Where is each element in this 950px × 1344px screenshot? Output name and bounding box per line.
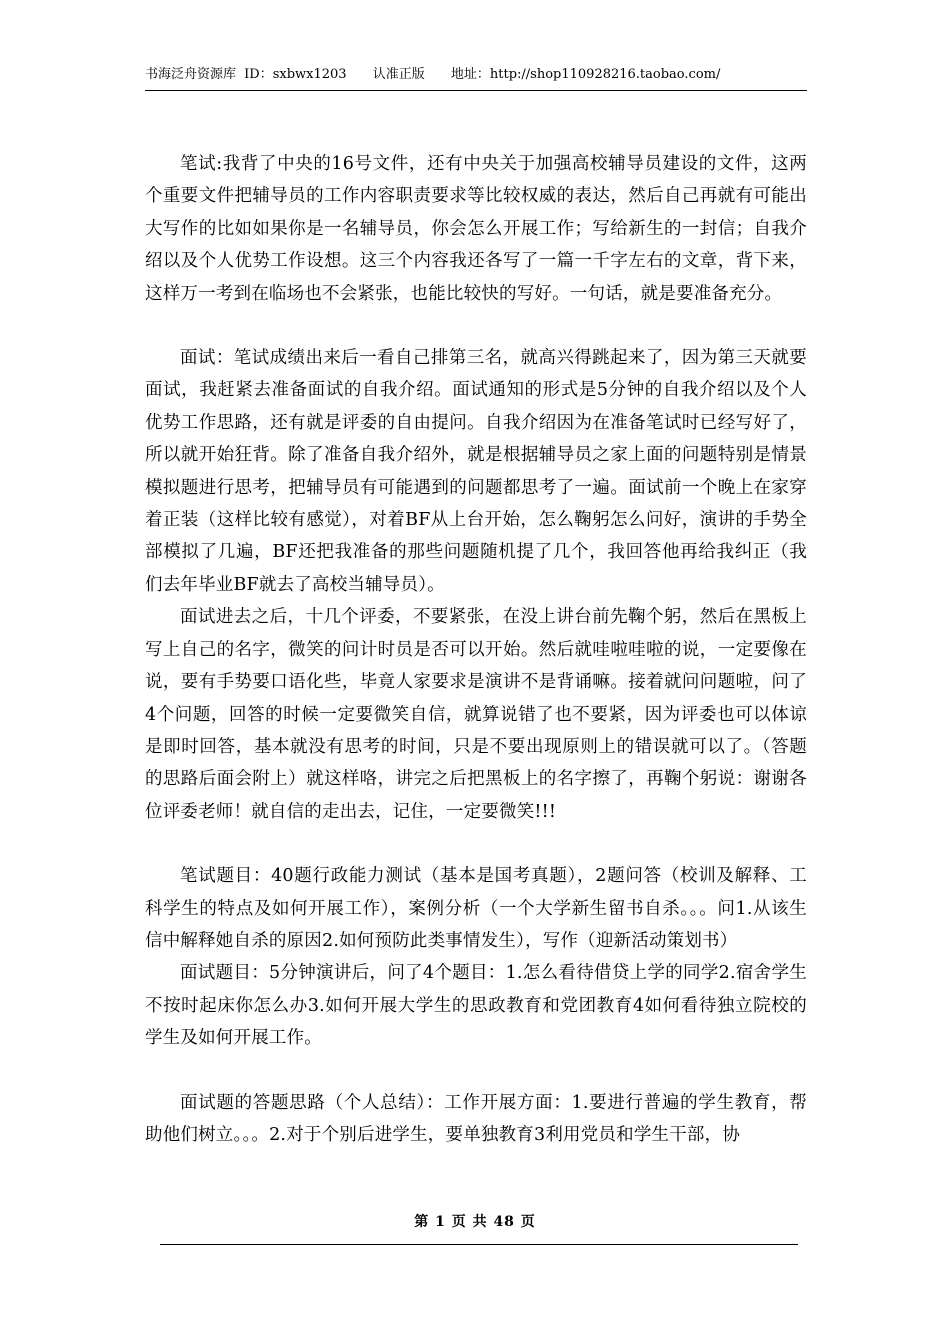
header-address: 地址：http://shop110928216.taobao.com/ [450,67,721,82]
paragraph-interview-process: 面试进去之后，十几个评委，不要紧张，在没上讲台前先鞠个躬，然后在黑板上写上自己的名字，微笑的问计时员是否可以开始。然后就哇啦哇啦的说，一定要像在说，要有手势要口语化些，毕竟人家要求是演讲不是背诵嘛。接着就问问题啦，问了4个问题，回答的时候一定要微笑自信，就算说错了也不要紧，因为评委也可以体谅是即时回答，基本就没有思考的时间，只是不要出现原则上的错误就可以了。（答题的思路后面会附上）就这样咯，讲完之后把黑板上的名字擦了，再鞠个躬说：谢谢各位评委老师！就自信的走出去，记住，一定要微笑!!! [145,607,807,822]
header-id: ID：sxbwx1203 [244,67,347,82]
page-header [145,66,807,91]
footer-divider [160,1244,798,1245]
header-genuine: 认准正版 [372,67,425,82]
paragraph-interview-prep: 面试：笔试成绩出来后一看自己排第三名，就高兴得跳起来了，因为第三天就要面试，我赶紧去准备面试的自我介绍。面试通知的形式是5分钟的自我介绍以及个人优势工作思路，还有就是评委的自由提问。自我介绍因为在准备笔试时已经写好了，所以就开始狂背。除了准备自我介绍外，就是根据辅导员之家上面的问题特别是情景模拟题进行思考，把辅导员有可能遇到的问题都思考了一遍。面试前一个晚上在家穿着正装（这样比较有感觉），对着BF从上台开始，怎么鞠躬怎么问好，演讲的手势全部模拟了几遍，BF还把我准备的那些问题随机提了几个，我回答他再给我纠正（我们去年毕业BF就去了高校当辅导员）。 [145,348,807,595]
paragraph-written-exam: 笔试:我背了中央的16号文件，还有中央关于加强高校辅导员建设的文件，这两个重要文件把辅导员的工作内容职责要求等比较权威的表达，然后自己再就有可能出大写作的比如如果你是一名辅导员，你会怎么开展工作；写给新生的一封信；自我介绍以及个人优势工作设想。这三个内容我还各写了一篇一千字左右的文章，背下来，这样万一考到在临场也不会紧张，也能比较快的写好。一句话，就是要准备充分。 [145,154,807,304]
page-number: 第 1 页 共 48 页 [414,1214,536,1230]
header-library: 书海泛舟资源库 [145,67,237,82]
paragraph-answer-approach: 面试题的答题思路（个人总结）：工作开展方面：1.要进行普遍的学生教育，帮助他们树立。。。2.对于个别后进学生，要单独教育3利用党员和学生干部，协 [145,1092,807,1145]
paragraph-interview-questions: 面试题目：5分钟演讲后，问了4个题目：1.怎么看待借贷上学的同学2.宿舍学生不按时起床你怎么办3.如何开展大学生的思政教育和党团教育4如何看待独立院校的学生及如何开展工作。 [145,963,807,1049]
paragraph-written-questions: 笔试题目：40题行政能力测试（基本是国考真题），2题问答（校训及解释、工科学生的特点及如何开展工作），案例分析（一个大学新生留书自杀。。。问1.从该生信中解释她自杀的原因2.如何预防此类事情发生），写作（迎新活动策划书） [145,866,807,951]
document-body [145,148,807,1151]
